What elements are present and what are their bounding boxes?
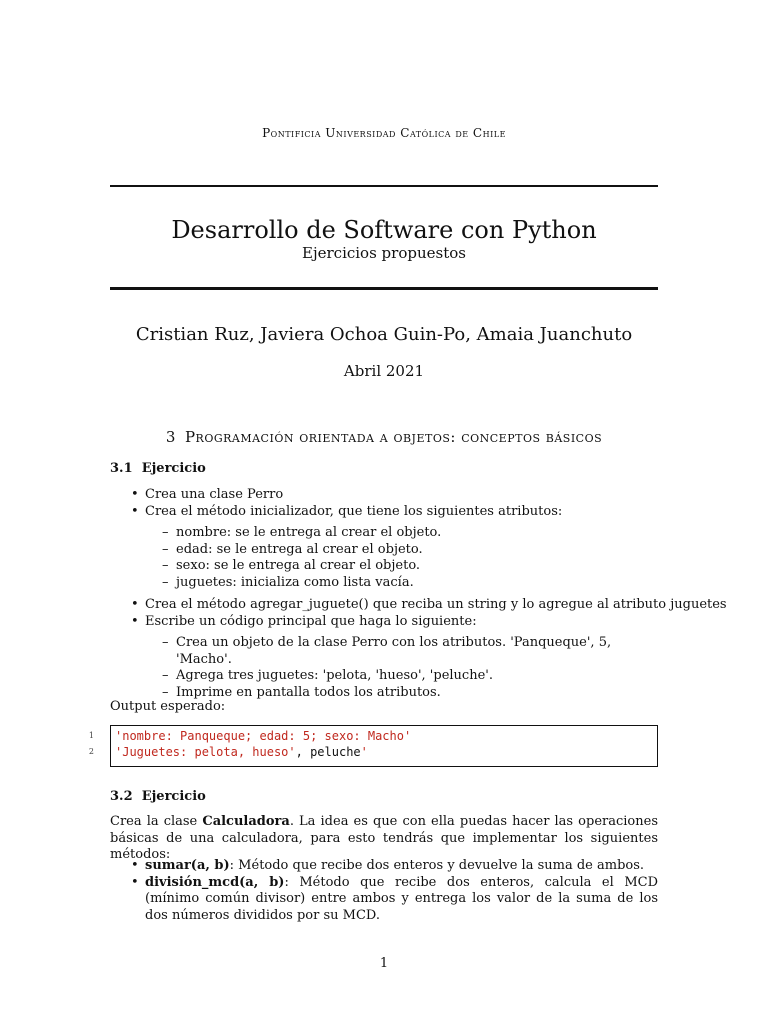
- code-line-1: 'nombre: Panqueque; edad: 5; sexo: Macho': [115, 729, 412, 743]
- list-item: • Crea el método inicializador, que tiene los siguientes atributos:: [110, 504, 658, 521]
- page-number: 1: [379, 956, 389, 971]
- list-item: – juguetes: inicializa como lista vacía.: [110, 575, 658, 592]
- list-item: • Crea el método agregar_juguete() que reciba un string y lo agregue al atributo juguetes: [110, 597, 670, 614]
- list-item: – edad: se le entrega al crear el objeto.: [110, 542, 658, 559]
- subsection-number: 3.2: [110, 789, 133, 804]
- subsection-title: Ejercicio: [141, 789, 206, 804]
- bottom-rule: [110, 287, 658, 290]
- ex1-steps-list: [110, 635, 658, 701]
- ex1-list-2: [110, 597, 727, 630]
- code-line-2: [115, 744, 368, 760]
- section-heading: [0, 428, 768, 446]
- section-number: 3: [165, 428, 176, 446]
- method-name: división_mcd(a, b): [145, 874, 285, 890]
- university-name: Pontificia Universidad Católica de Chile: [262, 126, 506, 140]
- subsection-heading-3-2: [110, 789, 206, 804]
- list-item: – Agrega tres juguetes: 'pelota, 'hueso', 'peluche'.: [110, 668, 658, 685]
- list-item: [110, 875, 658, 925]
- list-item: – sexo: se le entrega al crear el objeto.: [110, 558, 658, 575]
- list-item: – nombre: se le entrega al crear el objeto.: [110, 525, 658, 542]
- list-item: • Crea una clase Perro: [110, 487, 658, 504]
- authors: Cristian Ruz, Javiera Ochoa Guin-Po, Amaia Juanchuto: [135, 324, 633, 345]
- ex1-list: [110, 487, 658, 520]
- list-item: – Imprime en pantalla todos los atributos.: [110, 685, 658, 702]
- document-subtitle: Ejercicios propuestos: [302, 244, 466, 262]
- date: Abril 2021: [343, 362, 425, 380]
- list-item: [110, 858, 658, 875]
- output-label: Output esperado:: [110, 699, 226, 714]
- code-text: , peluche: [295, 745, 361, 759]
- ex2-intro: [110, 814, 658, 864]
- ex2-methods-list: [110, 858, 658, 924]
- code-string: ': [360, 745, 368, 759]
- list-item: • Escribe un código principal que haga lo siguiente:: [110, 614, 670, 631]
- top-rule: [110, 185, 658, 187]
- ex1-attribute-list: [110, 525, 658, 591]
- class-name: Calculadora: [202, 814, 290, 829]
- subsection-title: Ejercicio: [141, 461, 206, 476]
- intro-text: . La idea es que con ella puedas hacer las operaciones básicas de una calculadora, para esto tendrás que implementar los siguientes métodos:: [110, 814, 658, 862]
- method-name: sumar(a, b): [145, 858, 230, 873]
- method-desc: : Método que recibe dos enteros, calcula el MCD (mínimo común divisor) entre ambos y entrega los valor de la suma de los dos números divididos por su MCD.: [145, 874, 658, 923]
- method-desc: : Método que recibe dos enteros y devuelve la suma de ambos.: [229, 858, 645, 873]
- intro-text: Crea la clase: [110, 814, 203, 829]
- section-title: Programación orientada a objetos: conceptos básicos: [184, 428, 603, 446]
- list-item: – Crea un objeto de la clase Perro con los atributos. 'Panqueque', 5, 'Macho'.: [110, 635, 658, 668]
- subsection-number: 3.1: [110, 461, 133, 476]
- subsection-heading-3-1: [110, 461, 206, 476]
- code-string: 'Juguetes: pelota, hueso': [115, 745, 296, 759]
- line-number: 1: [88, 731, 94, 740]
- document-title: Desarrollo de Software con Python: [171, 216, 597, 244]
- line-number: 2: [88, 747, 94, 756]
